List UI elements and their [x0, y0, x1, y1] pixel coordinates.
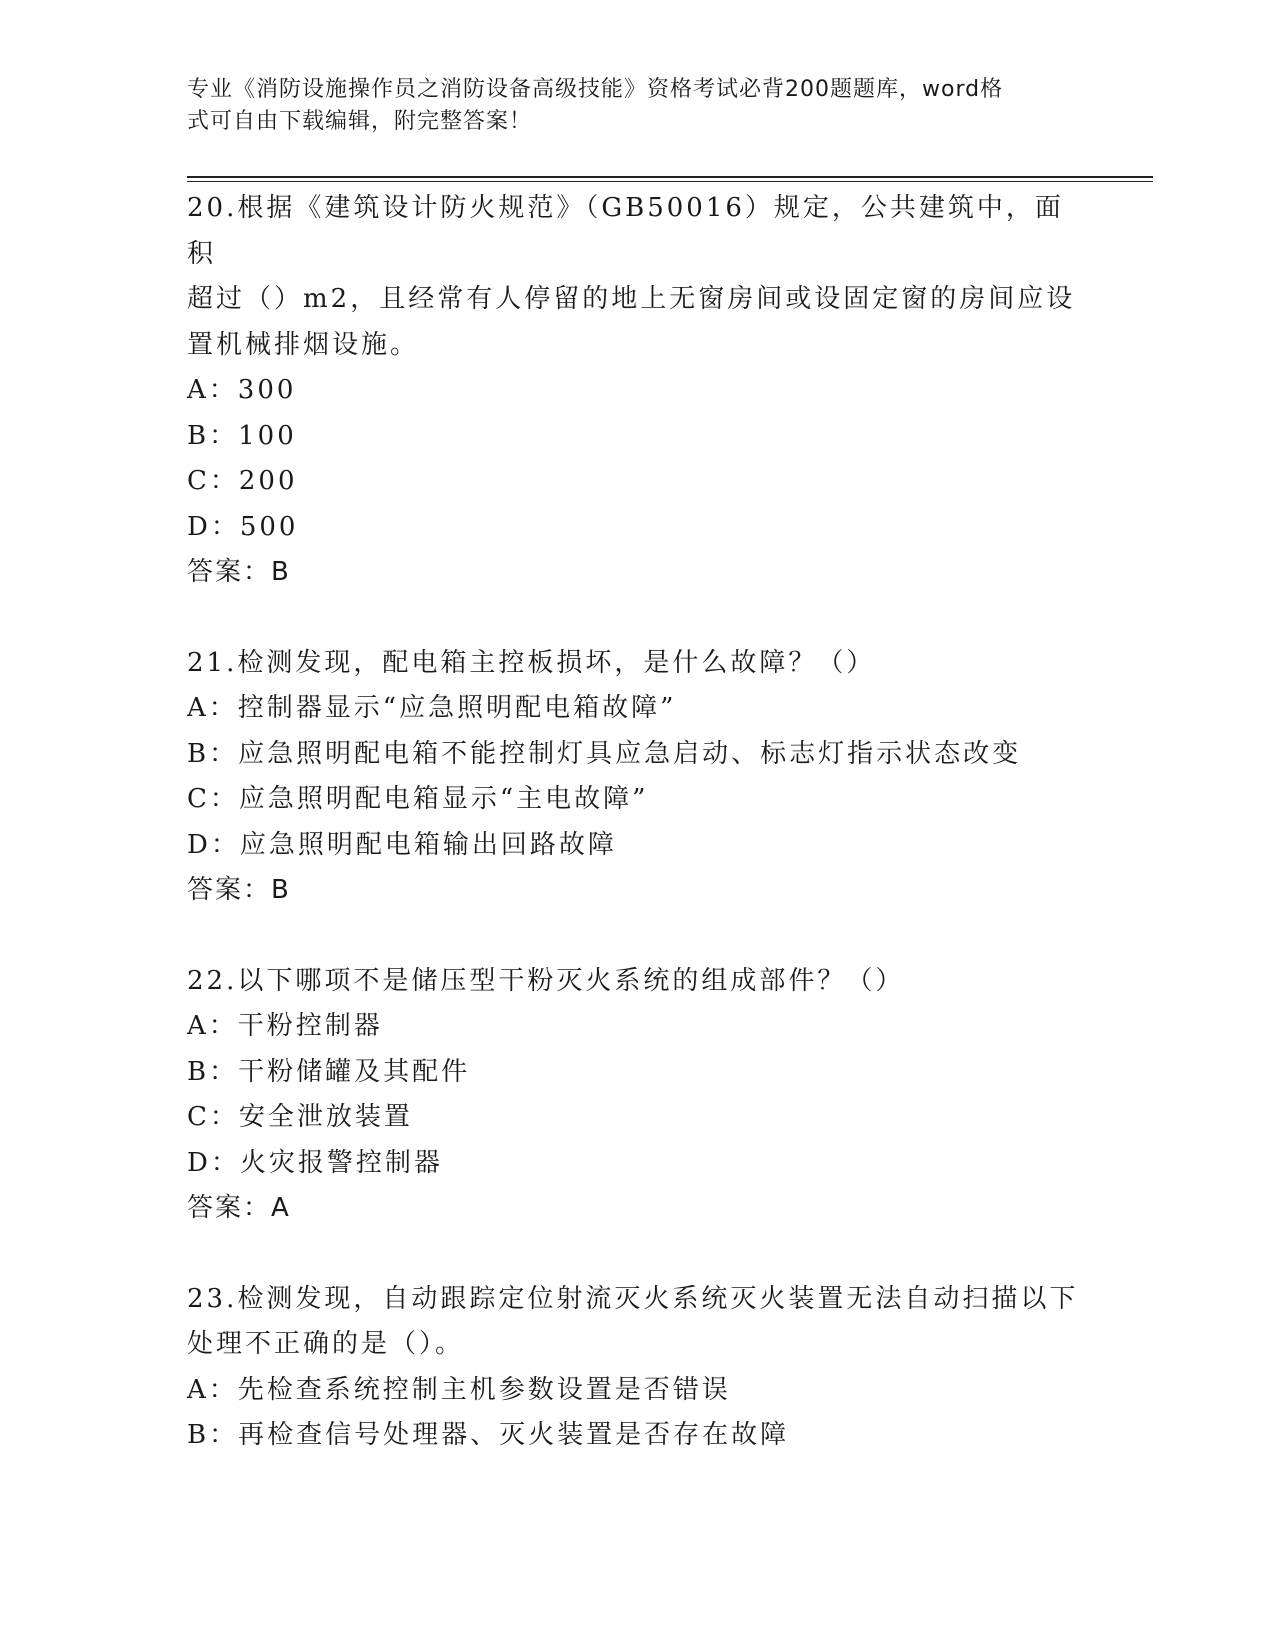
option-c: C：应急照明配电箱显示“主电故障”	[187, 784, 649, 814]
header-line-1: 专业《消防设施操作员之消防设备高级技能》资格考试必背200题题库，word格	[187, 77, 1004, 102]
question-stem-line: 处理不正确的是（）。	[187, 1329, 465, 1359]
answer-line: 答案：B	[187, 875, 291, 905]
question-stem-line: 23.检测发现，自动跟踪定位射流灭火系统灭火装置无法自动扫描以下	[187, 1283, 1079, 1314]
option-b: B：干粉储罐及其配件	[187, 1056, 471, 1087]
option-a: A：先检查系统控制主机参数设置是否错误	[187, 1374, 731, 1405]
header-line-2: 式可自由下载编辑，附完整答案！	[187, 109, 533, 134]
document-header	[187, 74, 1087, 138]
question-22	[187, 959, 1087, 1232]
option-a: A：300	[187, 375, 297, 405]
header-divider-thick	[187, 176, 1153, 178]
option-d: D：火灾报警控制器	[187, 1147, 443, 1178]
question-list	[187, 186, 1087, 1459]
question-stem-line: 超过（）m2，且经常有人停留的地上无窗房间或设固定窗的房间应设	[187, 284, 1076, 314]
question-stem-line: 21.检测发现，配电箱主控板损坏，是什么故障？（）	[187, 647, 876, 678]
option-a: A：控制器显示“应急照明配电箱故障”	[187, 693, 677, 723]
question-spacer	[187, 914, 1087, 959]
option-d: D：应急照明配电箱输出回路故障	[187, 829, 617, 860]
answer-line: 答案：A	[187, 1193, 291, 1223]
option-d: D：500	[187, 511, 299, 542]
question-stem-line: 22.以下哪项不是储压型干粉灭火系统的组成部件？（）	[187, 965, 905, 996]
option-c: C：200	[187, 466, 298, 496]
question-20	[187, 186, 1087, 596]
question-stem-line: 20.根据《建筑设计防火规范》（GB50016）规定，公共建筑中，面积	[187, 193, 1064, 269]
option-b: B：100	[187, 420, 297, 451]
option-b: B：再检查信号处理器、灭火装置是否存在故障	[187, 1420, 790, 1450]
option-b: B：应急照明配电箱不能控制灯具应急启动、标志灯指示状态改变	[187, 738, 1022, 769]
question-23	[187, 1277, 1087, 1459]
option-c: C：安全泄放装置	[187, 1102, 413, 1132]
question-21	[187, 641, 1087, 914]
option-a: A：干粉控制器	[187, 1011, 383, 1041]
answer-line: 答案：B	[187, 557, 291, 587]
question-spacer	[187, 596, 1087, 641]
question-spacer	[187, 1232, 1087, 1277]
header-divider-thin	[187, 181, 1153, 182]
question-stem-line: 置机械排烟设施。	[187, 329, 420, 360]
